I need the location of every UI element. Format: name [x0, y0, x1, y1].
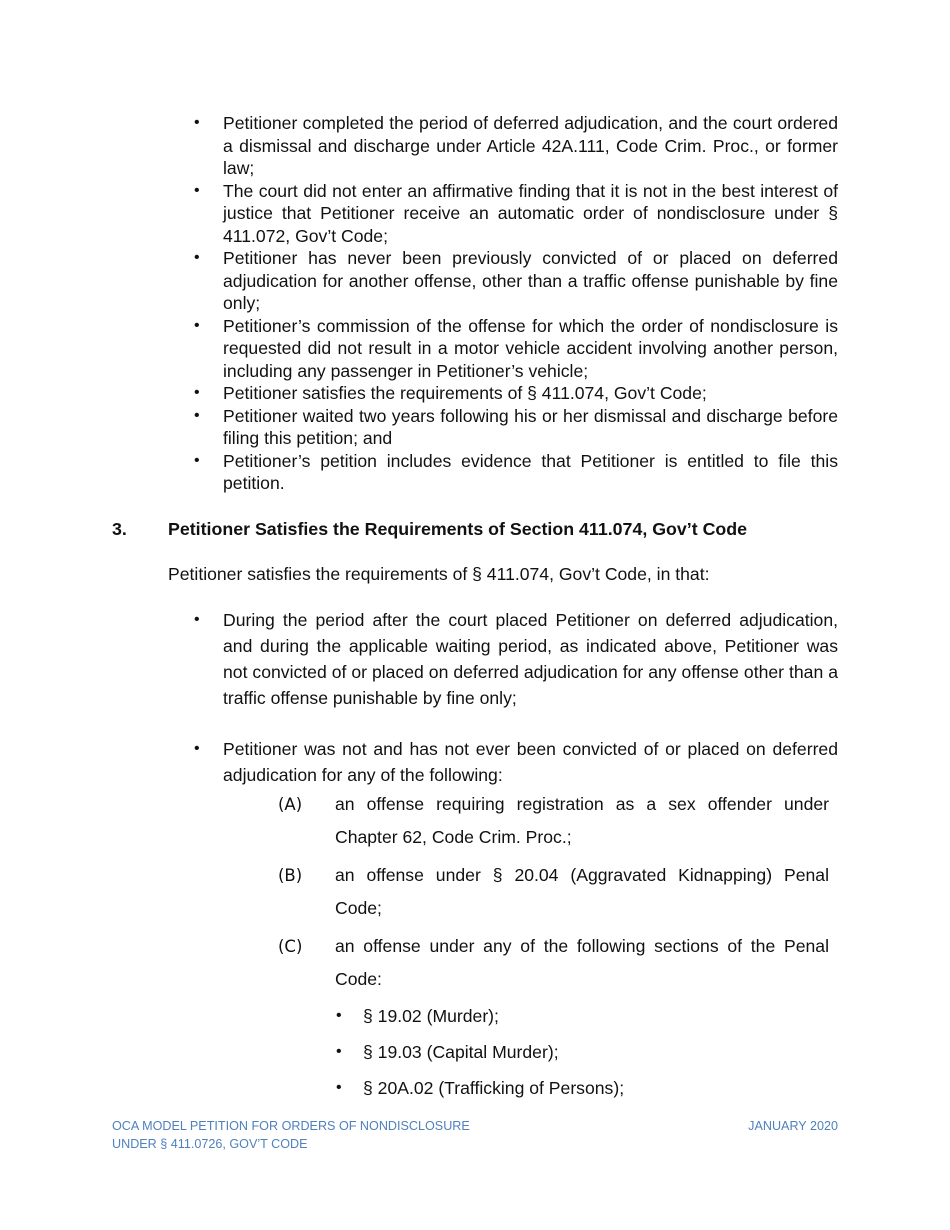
- list-item-text: Petitioner’s commission of the offense for which the order of nondisclosure is requested did not result in a motor vehicle accident involving another person, including any passenger in Petitioner’s vehicle;: [223, 315, 838, 381]
- sub-item-c: [278, 930, 830, 996]
- list-item-text: Petitioner’s petition includes evidence that Petitioner is entitled to file this petition.: [223, 450, 838, 493]
- section-bullet-list-1: [194, 607, 838, 711]
- bullet-icon: •: [194, 181, 200, 199]
- footer-line: OCA MODEL PETITION FOR ORDERS OF NONDISCLOSURE: [112, 1119, 470, 1133]
- list-item-text: Petitioner completed the period of deferred adjudication, and the court ordered a dismissal and discharge under Article 42A.111, Code Crim. Proc., or former law;: [223, 113, 838, 178]
- list-item-text: § 19.02 (Murder);: [363, 1006, 499, 1026]
- list-item: [194, 450, 838, 495]
- list-item: [194, 315, 838, 383]
- footer-line: UNDER § 411.0726, GOV’T CODE: [112, 1136, 308, 1151]
- list-item: [194, 405, 838, 450]
- list-item: [336, 1040, 624, 1076]
- sub-item-letter: (B): [278, 866, 303, 885]
- sub-item-a: [278, 788, 830, 854]
- list-item-text: Petitioner has never been previously convicted of or placed on deferred adjudication for another offense, other than a traffic offense punishable by fine only;: [223, 248, 838, 313]
- bullet-icon: •: [336, 1043, 342, 1060]
- bullet-icon: •: [194, 249, 200, 266]
- list-item: [194, 247, 838, 315]
- requirements-bullet-list: [194, 112, 838, 495]
- bullet-icon: •: [194, 316, 200, 334]
- sub-item-letter: (A): [278, 795, 303, 814]
- list-item: [194, 112, 838, 180]
- list-item-text: § 19.03 (Capital Murder);: [363, 1042, 559, 1062]
- bullet-icon: •: [194, 384, 200, 401]
- list-item-text: Petitioner was not and has not ever been convicted of or placed on deferred adjudication for any of the following:: [223, 739, 838, 785]
- bullet-icon: •: [336, 1079, 342, 1096]
- list-item-text: § 20A.02 (Trafficking of Persons);: [363, 1078, 625, 1098]
- footer-document-title: [112, 1118, 470, 1153]
- sub-item-text: an offense under § 20.04 (Aggravated Kidnapping) Penal Code;: [335, 865, 829, 918]
- list-item-text: The court did not enter an affirmative finding that it is not in the best interest of justice that Petitioner receive an automatic order of nondisclosure under § 411.072, Gov’t Code;: [223, 180, 838, 246]
- penal-sections-list: [336, 1004, 624, 1112]
- list-item: [336, 1004, 624, 1040]
- bullet-icon: •: [194, 740, 200, 757]
- list-item-text: Petitioner satisfies the requirements of § 411.074, Gov’t Code;: [223, 383, 707, 403]
- footer-date: JANUARY 2020: [748, 1119, 838, 1133]
- sub-item-text: an offense under any of the following sections of the Penal Code:: [335, 936, 829, 989]
- sub-item-text: an offense requiring registration as a sex offender under Chapter 62, Code Crim. Proc.;: [335, 794, 829, 847]
- list-item: [194, 382, 838, 405]
- list-item-text: During the period after the court placed Petitioner on deferred adjudication, and during the applicable waiting period, as indicated above, Petitioner was not convicted of or placed on deferred adjudication for any offense other than a traffic offense punishable by fine only;: [223, 610, 838, 708]
- bullet-icon: •: [194, 611, 200, 628]
- list-item-text: Petitioner waited two years following his or her dismissal and discharge before filing this petition; and: [223, 405, 838, 448]
- list-item: [194, 607, 838, 711]
- sub-item-letter: (C): [278, 937, 303, 956]
- bullet-icon: •: [194, 406, 200, 424]
- sub-item-b: [278, 859, 830, 925]
- bullet-icon: •: [336, 1007, 342, 1024]
- list-item: [194, 736, 838, 788]
- section-number: 3.: [112, 519, 127, 539]
- list-item: [336, 1076, 624, 1112]
- bullet-icon: •: [194, 114, 200, 131]
- bullet-icon: •: [194, 451, 200, 469]
- section-bullet-list-2: [194, 736, 838, 788]
- section-intro: Petitioner satisfies the requirements of § 411.074, Gov’t Code, in that:: [168, 564, 710, 584]
- section-title: Petitioner Satisfies the Requirements of Section 411.074, Gov’t Code: [168, 519, 748, 539]
- list-item: [194, 180, 838, 248]
